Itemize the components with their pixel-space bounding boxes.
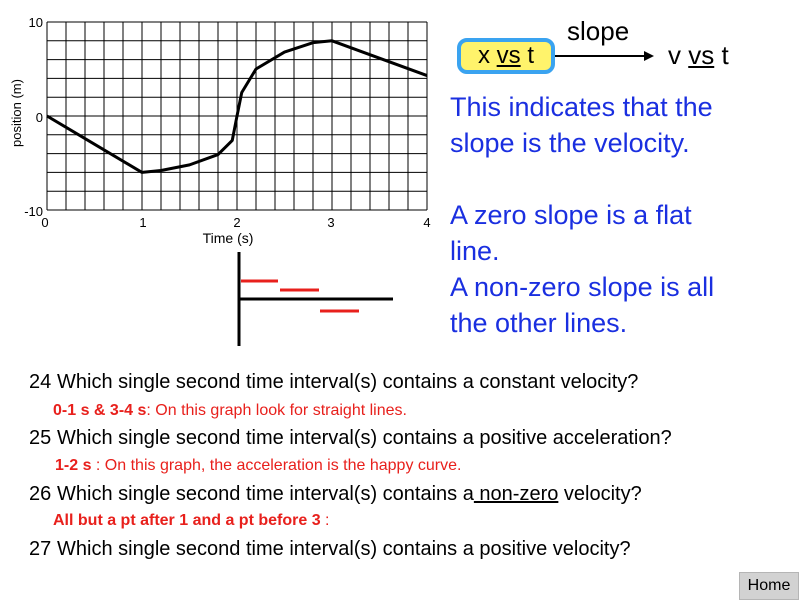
question-26-text-after: velocity? (558, 483, 642, 505)
box-vs: vs (496, 42, 521, 69)
explanation-line-4: line. (450, 236, 500, 266)
home-button[interactable]: Home (739, 572, 799, 600)
x-tick-0: 0 (41, 215, 49, 230)
explanation-line-1: This indicates that the (450, 92, 713, 122)
target-t: t (721, 40, 729, 70)
y-tick-neg10: -10 (24, 204, 43, 219)
y-axis-label: position (m) (9, 79, 24, 147)
position-time-chart (0, 0, 440, 260)
question-27-text: Which single second time interval(s) contains a positive velocity? (57, 538, 631, 560)
explanation-text (450, 89, 714, 341)
x-tick-4: 4 (423, 215, 431, 230)
question-26-text-before: Which single second time interval(s) contains a (57, 483, 474, 505)
explanation-line-6: the other lines. (450, 308, 628, 338)
x-tick-2: 2 (233, 215, 241, 230)
target-vs: vs (688, 40, 715, 70)
answer-24 (53, 402, 407, 420)
question-26-number: 26 (29, 483, 52, 505)
question-26-text (57, 483, 642, 506)
question-27-number: 27 (29, 538, 52, 560)
question-25-number: 25 (29, 427, 52, 449)
question-25-text: Which single second time interval(s) contains a positive acceleration? (57, 427, 672, 449)
x-axis-label: Time (s) (202, 230, 254, 246)
v-vs-t-label (668, 40, 729, 71)
answer-24-rest: : On this graph look for straight lines. (146, 402, 407, 419)
y-tick-0: 0 (35, 110, 43, 125)
question-26-underlined: non-zero (473, 483, 559, 505)
x-tick-1: 1 (139, 215, 147, 230)
box-x: x (477, 42, 490, 69)
slope-arrow (555, 48, 655, 64)
explanation-line-3: A zero slope is a flat (450, 200, 692, 230)
answer-25-rest: : On this graph, the acceleration is the happy curve. (91, 457, 462, 474)
answer-26-rest: : (320, 512, 330, 529)
answer-25 (55, 457, 461, 475)
answer-25-bold: 1-2 s (55, 457, 92, 474)
explanation-line-5: A non-zero slope is all (450, 272, 715, 302)
answer-26-bold: All but a pt after 1 and a pt before 3 (53, 512, 321, 529)
explanation-line-2: slope is the velocity. (450, 128, 690, 158)
box-t: t (527, 42, 534, 69)
question-24-text: Which single second time interval(s) contains a constant velocity? (57, 371, 639, 393)
answer-26 (53, 512, 329, 530)
x-vs-t-box (457, 38, 555, 74)
target-v: v (668, 40, 681, 70)
velocity-sketch (225, 250, 405, 355)
answer-24-bold: 0-1 s & 3-4 s (53, 402, 147, 419)
slope-label: slope (567, 16, 630, 46)
x-tick-3: 3 (327, 215, 335, 230)
y-tick-10: 10 (28, 15, 43, 30)
question-24-number: 24 (29, 371, 52, 393)
